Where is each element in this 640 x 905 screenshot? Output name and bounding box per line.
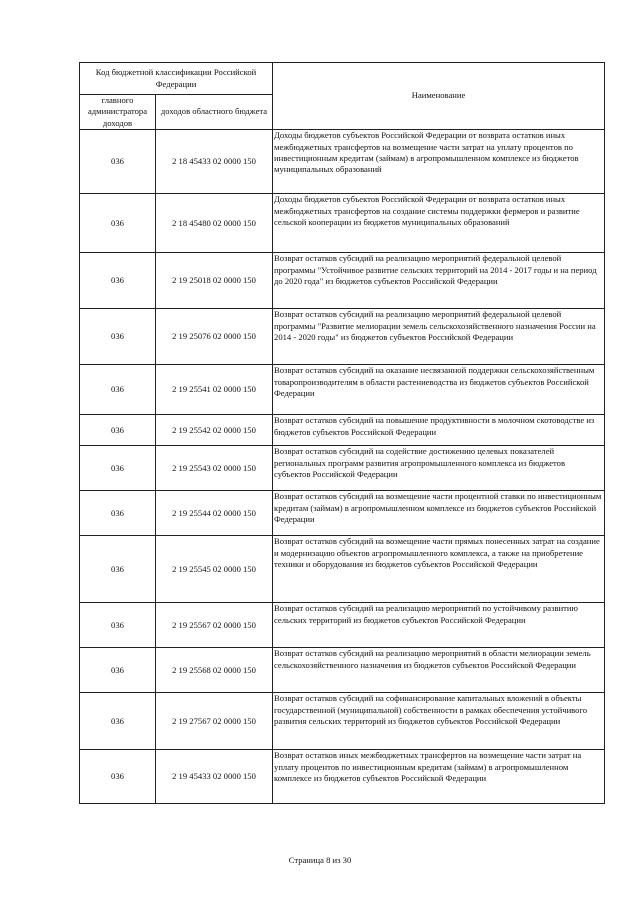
- name-cell: Возврат остатков субсидий на возмещение части прямых понесенных затрат на создание и модернизацию объектов агропромышленного комплекса, а также на приобретение техники и оборудования из бюджетов субъектов Российской Федерации: [273, 536, 605, 603]
- income-code-cell: 2 19 25543 02 0000 150: [156, 446, 273, 491]
- admin-code-cell: 036: [80, 648, 156, 693]
- admin-code-cell: 036: [80, 446, 156, 491]
- admin-code-cell: 036: [80, 693, 156, 750]
- name-cell: Возврат остатков субсидий на реализацию мероприятий по устойчивому развитию сельских территорий из бюджетов субъектов Российской Федерации: [273, 603, 605, 648]
- header-name: Наименование: [273, 63, 605, 130]
- admin-code-cell: 036: [80, 491, 156, 536]
- income-code-cell: 2 19 27567 02 0000 150: [156, 693, 273, 750]
- admin-code-cell: 036: [80, 194, 156, 253]
- name-cell: Возврат остатков субсидий на содействие достижению целевых показателей региональных программ развития агропромышленного комплекса из бюджетов субъектов Российской Федерации: [273, 446, 605, 491]
- name-cell: Возврат остатков субсидий на повышение продуктивности в молочном скотоводстве из бюджетов субъектов Российской Федерации: [273, 415, 605, 446]
- name-cell: Возврат остатков субсидий на реализацию мероприятий федеральной целевой программы "Развитие мелиорации земель сельскохозяйственного назначения России на 2014 - 2020 годы" из бюджетов субъектов Российской Федерации: [273, 309, 605, 365]
- table-body: [80, 130, 605, 804]
- header-income: доходов областного бюджета: [156, 95, 273, 130]
- table-row: [80, 446, 605, 491]
- name-cell: Возврат остатков субсидий на реализацию мероприятий в области мелиорации земель сельскохозяйственного назначения из бюджетов субъектов Российской Федерации: [273, 648, 605, 693]
- header-kbk: Код бюджетной классификации Российской Федерации: [80, 63, 273, 95]
- name-cell: Доходы бюджетов субъектов Российской Федерации от возврата остатков иных межбюджетных трансфертов на возмещение части затрат на уплату процентов по инвестиционным кредитам (займам) в агропромышленном комплексе из бюджетов муниципальных образований: [273, 130, 605, 194]
- table-row: [80, 603, 605, 648]
- income-code-cell: 2 19 25567 02 0000 150: [156, 603, 273, 648]
- table-row: [80, 648, 605, 693]
- admin-code-cell: 036: [80, 309, 156, 365]
- name-cell: Возврат остатков субсидий на возмещение части процентной ставки по инвестиционным кредитам (займам) в агропромышленном комплексе из бюджетов субъектов Российской Федерации: [273, 491, 605, 536]
- admin-code-cell: 036: [80, 536, 156, 603]
- admin-code-cell: 036: [80, 365, 156, 415]
- table-row: [80, 536, 605, 603]
- budget-classification-table: [79, 62, 605, 804]
- income-code-cell: 2 18 45433 02 0000 150: [156, 130, 273, 194]
- admin-code-cell: 036: [80, 130, 156, 194]
- income-code-cell: 2 19 25018 02 0000 150: [156, 253, 273, 309]
- admin-code-cell: 036: [80, 253, 156, 309]
- income-code-cell: 2 19 25076 02 0000 150: [156, 309, 273, 365]
- income-code-cell: 2 19 25545 02 0000 150: [156, 536, 273, 603]
- name-cell: Доходы бюджетов субъектов Российской Федерации от возврата остатков иных межбюджетных трансфертов на создание системы поддержки фермеров и развитие сельской кооперации из бюджетов муниципальных образований: [273, 194, 605, 253]
- table-row: [80, 750, 605, 804]
- admin-code-cell: 036: [80, 415, 156, 446]
- table-row: [80, 309, 605, 365]
- admin-code-cell: 036: [80, 603, 156, 648]
- table-row: [80, 365, 605, 415]
- income-code-cell: 2 19 25568 02 0000 150: [156, 648, 273, 693]
- table-row: [80, 693, 605, 750]
- table-row: [80, 194, 605, 253]
- name-cell: Возврат остатков иных межбюджетных трансфертов на возмещение части затрат на уплату процентов по инвестиционным кредитам (займам) в агропромышленном комплексе из бюджетов субъектов Российской Федерации: [273, 750, 605, 804]
- header-admin: главного администратора доходов: [80, 95, 156, 130]
- table-row: [80, 130, 605, 194]
- income-code-cell: 2 19 25542 02 0000 150: [156, 415, 273, 446]
- table-row: [80, 491, 605, 536]
- income-code-cell: 2 19 25544 02 0000 150: [156, 491, 273, 536]
- name-cell: Возврат остатков субсидий на оказание несвязанной поддержки сельскохозяйственным товаропроизводителям в области растениеводства из бюджетов субъектов Российской Федерации: [273, 365, 605, 415]
- page-number: Страница 8 из 30: [288, 855, 352, 865]
- table-row: [80, 415, 605, 446]
- income-code-cell: 2 18 45480 02 0000 150: [156, 194, 273, 253]
- table-row: [80, 253, 605, 309]
- income-code-cell: 2 19 45433 02 0000 150: [156, 750, 273, 804]
- income-code-cell: 2 19 25541 02 0000 150: [156, 365, 273, 415]
- name-cell: Возврат остатков субсидий на софинансирование капитальных вложений в объекты государственной (муниципальной) собственности в рамках обеспечения устойчивого развития сельских территорий из бюджетов субъектов Российской Федерации: [273, 693, 605, 750]
- name-cell: Возврат остатков субсидий на реализацию мероприятий федеральной целевой программы "Устойчивое развитие сельских территорий на 2014 - 2017 годы и на период до 2020 года" из бюджетов субъектов Российской Федерации: [273, 253, 605, 309]
- admin-code-cell: 036: [80, 750, 156, 804]
